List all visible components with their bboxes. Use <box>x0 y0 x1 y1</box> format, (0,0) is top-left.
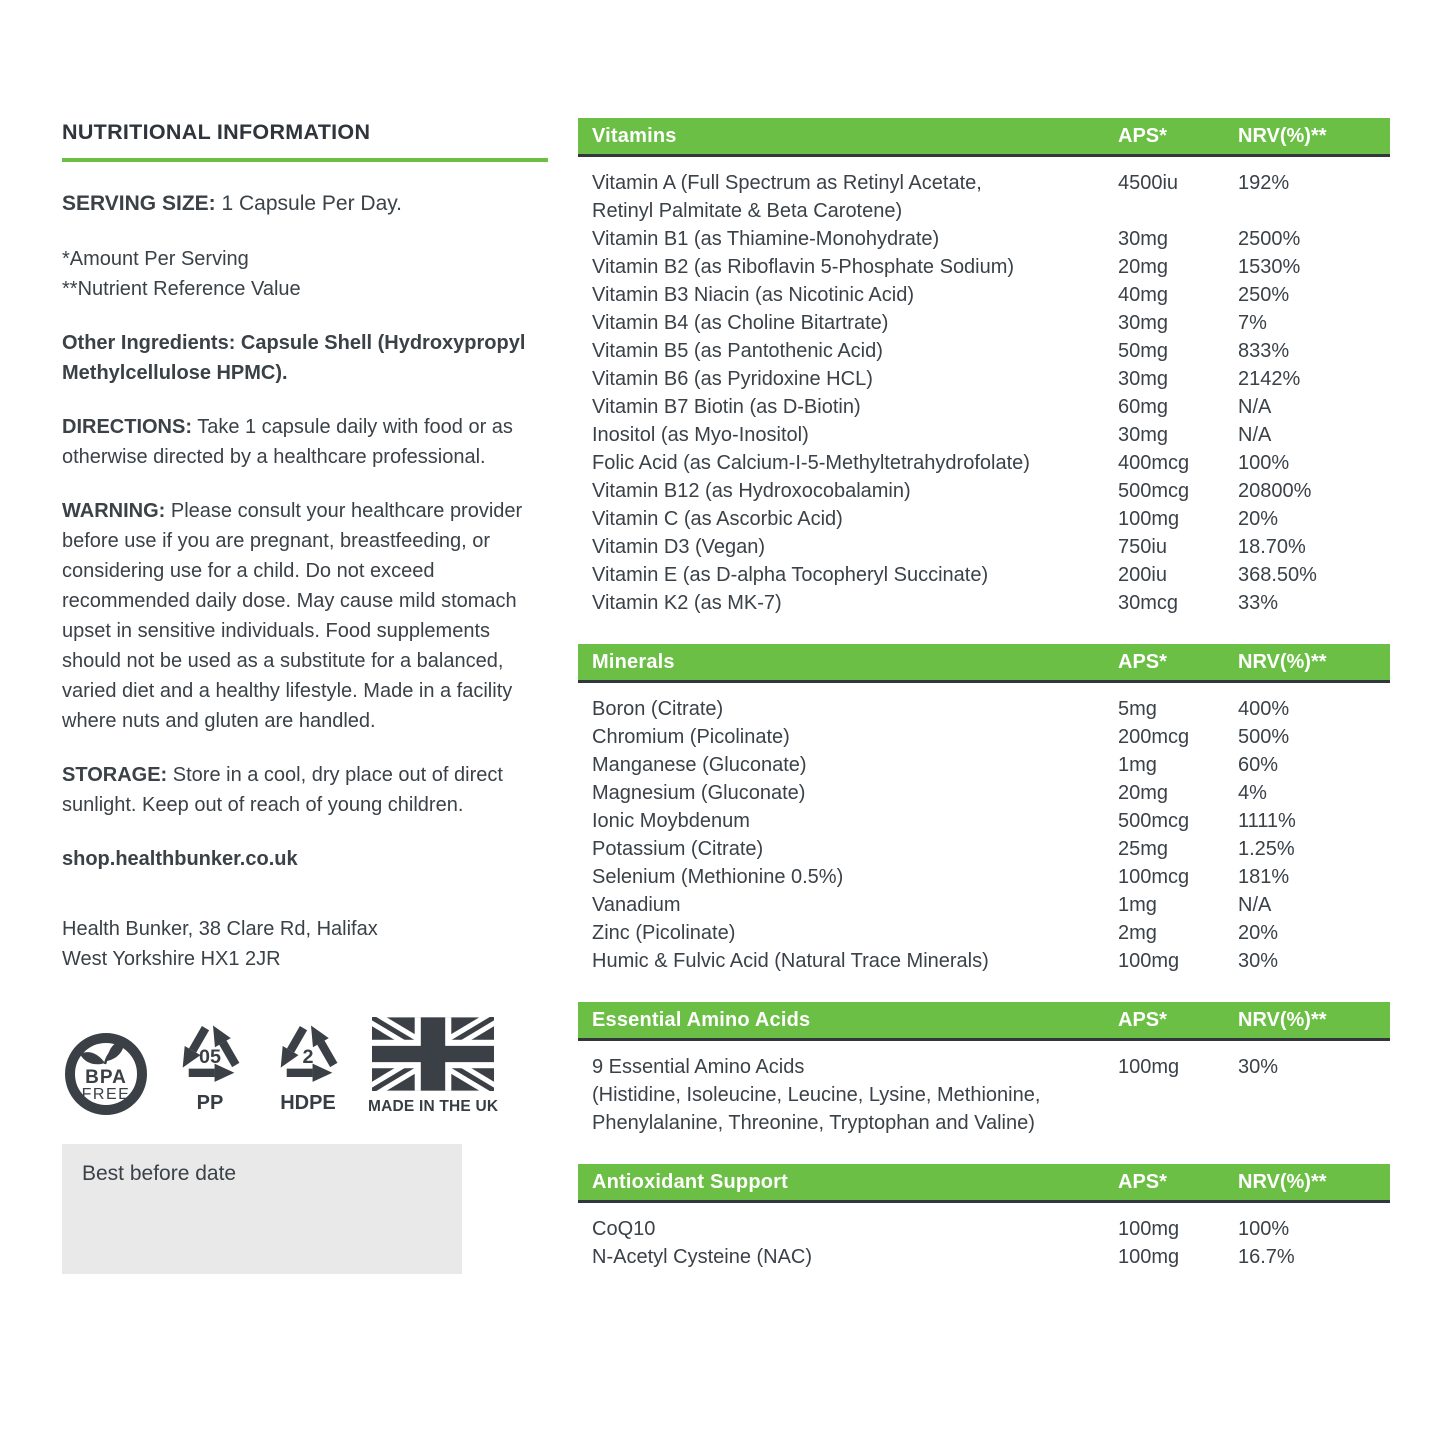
nutrient-amount: 2mg <box>1118 922 1157 944</box>
nutrient-name: Vitamin B5 (as Pantothenic Acid) <box>592 340 883 362</box>
nutrient-name: CoQ10 <box>592 1218 656 1240</box>
nutrient-name: 9 Essential Amino Acids (Histidine, Isoleucine, Leucine, Lysine, Methionine, Phenylalanine, Threonine, Tryptophan and Valine) <box>592 1056 1041 1134</box>
nrv-column-header: NRV(%)** <box>1238 1170 1327 1193</box>
website-link[interactable]: shop.healthbunker.co.uk <box>62 847 298 870</box>
uk-flag-icon <box>372 1017 494 1091</box>
minerals-section <box>578 644 1390 989</box>
table-row <box>578 589 1390 617</box>
best-before-box <box>62 1144 462 1274</box>
nutrient-nrv: 1530% <box>1238 256 1301 278</box>
nutrient-amount: 30mg <box>1118 424 1169 446</box>
nutrient-name: Vitamin E (as D-alpha Tocopheryl Succinate) <box>592 564 989 586</box>
amino-acids-header <box>578 1002 1390 1041</box>
nrv-column-header: NRV(%)** <box>1238 650 1327 673</box>
table-row <box>578 891 1390 919</box>
aps-column-header: APS* <box>1118 1008 1167 1031</box>
minerals-rows <box>578 683 1390 989</box>
nutrition-tables <box>578 118 1390 1298</box>
directions-text: Take 1 capsule daily with food or as otherwise directed by a healthcare professional. <box>62 415 513 468</box>
amino-acids-section <box>578 1002 1390 1151</box>
nutrient-nrv: 16.7% <box>1238 1246 1295 1268</box>
nutrient-amount: 30mg <box>1118 368 1169 390</box>
nutrient-amount: 30mg <box>1118 228 1169 250</box>
nutrient-nrv: 4% <box>1238 782 1267 804</box>
nutrient-nrv: 7% <box>1238 312 1267 334</box>
table-row <box>578 477 1390 505</box>
directions-label: DIRECTIONS: <box>62 415 192 438</box>
nutrient-nrv: 30% <box>1238 1056 1279 1078</box>
nutrient-amount: 500mcg <box>1118 810 1190 832</box>
storage <box>62 760 548 820</box>
table-row <box>578 1215 1390 1243</box>
serving-size-value: 1 Capsule Per Day. <box>215 192 403 216</box>
table-row <box>578 1243 1390 1271</box>
nutrient-amount: 60mg <box>1118 396 1169 418</box>
aps-footnote: *Amount Per Serving <box>62 247 249 270</box>
nutrient-nrv: 60% <box>1238 754 1279 776</box>
title-underline <box>62 158 548 162</box>
section-title: Vitamins <box>592 124 677 147</box>
vitamins-header <box>578 118 1390 157</box>
nutrient-nrv: 100% <box>1238 1218 1290 1240</box>
nutrient-nrv: 400% <box>1238 698 1290 720</box>
nrv-footnote: **Nutrient Reference Value <box>62 277 301 300</box>
nutrient-amount: 50mg <box>1118 340 1169 362</box>
nutrient-nrv: 100% <box>1238 452 1290 474</box>
nutrient-name: Chromium (Picolinate) <box>592 726 790 748</box>
address-line-1: Health Bunker, 38 Clare Rd, Halifax <box>62 917 378 940</box>
warning <box>62 496 548 736</box>
nutrient-amount: 5mg <box>1118 698 1157 720</box>
amino-acids-rows <box>578 1041 1390 1151</box>
made-in-uk-badge <box>368 1017 498 1118</box>
nutrient-amount: 1mg <box>1118 754 1157 776</box>
nutrient-name: Vitamin B6 (as Pyridoxine HCL) <box>592 368 873 390</box>
warning-label: WARNING: <box>62 499 166 522</box>
nutrient-nrv: 181% <box>1238 866 1290 888</box>
nutrient-amount: 25mg <box>1118 838 1169 860</box>
table-row <box>578 561 1390 589</box>
nutrient-amount: 20mg <box>1118 256 1169 278</box>
nutrient-amount: 4500iu <box>1118 172 1179 194</box>
table-row <box>578 281 1390 309</box>
nutrient-amount: 30mg <box>1118 312 1169 334</box>
svg-text:FREE: FREE <box>81 1085 131 1103</box>
table-row <box>578 365 1390 393</box>
section-title: Minerals <box>592 650 675 673</box>
table-row <box>578 225 1390 253</box>
nutrient-name: Ionic Moybdenum <box>592 810 750 832</box>
certification-badges <box>62 1012 548 1118</box>
company-address <box>62 914 548 974</box>
table-row <box>578 751 1390 779</box>
nutrient-name: Vitamin B12 (as Hydroxocobalamin) <box>592 480 911 502</box>
nutrient-amount: 100mg <box>1118 508 1180 530</box>
section-title: Essential Amino Acids <box>592 1008 811 1031</box>
nutrient-amount: 750iu <box>1118 536 1167 558</box>
svg-text:BPA: BPA <box>85 1066 127 1088</box>
nutrient-nrv: 30% <box>1238 950 1279 972</box>
nutrient-name: Manganese (Gluconate) <box>592 754 807 776</box>
nutrient-name: N-Acetyl Cysteine (NAC) <box>592 1246 813 1268</box>
nutrient-name: Vitamin B2 (as Riboflavin 5-Phosphate Sodium) <box>592 256 1015 278</box>
aps-column-header: APS* <box>1118 124 1167 147</box>
nutrient-amount: 200iu <box>1118 564 1167 586</box>
directions <box>62 412 548 472</box>
nutrient-nrv: 20% <box>1238 508 1279 530</box>
best-before-text: Best before date <box>82 1161 237 1185</box>
serving-size <box>62 188 548 220</box>
recycle-pp-icon <box>172 1012 248 1118</box>
nutrient-name: Folic Acid (as Calcium-I-5-Methyltetrahydrofolate) <box>592 452 1030 474</box>
nutrient-name: Vitamin K2 (as MK-7) <box>592 592 782 614</box>
svg-text:2: 2 <box>302 1045 314 1068</box>
nutrient-nrv: 250% <box>1238 284 1290 306</box>
recycle-hdpe-icon <box>270 1012 346 1118</box>
nutrient-nrv: 1.25% <box>1238 838 1295 860</box>
nutrient-nrv: 500% <box>1238 726 1290 748</box>
nutrient-name: Boron (Citrate) <box>592 698 724 720</box>
table-row <box>578 807 1390 835</box>
nrv-column-header: NRV(%)** <box>1238 124 1327 147</box>
nutrient-nrv: 18.70% <box>1238 536 1306 558</box>
table-row <box>578 253 1390 281</box>
table-row <box>578 309 1390 337</box>
nutrient-nrv: 192% <box>1238 172 1290 194</box>
table-row <box>578 449 1390 477</box>
made-in-uk-label: MADE IN THE UK <box>368 1097 499 1115</box>
nutrient-nrv: 833% <box>1238 340 1290 362</box>
address-line-2: West Yorkshire HX1 2JR <box>62 947 281 970</box>
nutrient-nrv: N/A <box>1238 396 1272 418</box>
other-ingredients: Other Ingredients: Capsule Shell (Hydroxypropyl Methylcellulose HPMC). <box>62 331 526 384</box>
nutrient-name: Vitamin B7 Biotin (as D-Biotin) <box>592 396 861 418</box>
nutrient-name: Vitamin C (as Ascorbic Acid) <box>592 508 843 530</box>
nutrient-nrv: 20% <box>1238 922 1279 944</box>
svg-text:05: 05 <box>199 1045 221 1068</box>
table-row <box>578 779 1390 807</box>
table-row <box>578 835 1390 863</box>
nutrient-name: Vitamin B1 (as Thiamine-Monohydrate) <box>592 228 940 250</box>
antioxidant-header <box>578 1164 1390 1203</box>
table-row <box>578 723 1390 751</box>
recycle-triangle-hdpe <box>270 1012 346 1088</box>
nutrient-name: Selenium (Methionine 0.5%) <box>592 866 844 888</box>
nutrient-amount: 100mg <box>1118 950 1180 972</box>
antioxidant-section <box>578 1164 1390 1285</box>
nutrient-nrv: 20800% <box>1238 480 1312 502</box>
nutrient-amount: 100mg <box>1118 1056 1180 1078</box>
nutrient-nrv: 2500% <box>1238 228 1301 250</box>
nutrient-nrv: 368.50% <box>1238 564 1317 586</box>
nutrient-amount: 100mg <box>1118 1218 1180 1240</box>
table-row <box>578 947 1390 975</box>
nutrient-amount: 20mg <box>1118 782 1169 804</box>
storage-label: STORAGE: <box>62 763 168 786</box>
nutrient-nrv: N/A <box>1238 894 1272 916</box>
aps-column-header: APS* <box>1118 650 1167 673</box>
table-row <box>578 337 1390 365</box>
nutrient-name: Magnesium (Gluconate) <box>592 782 806 804</box>
hdpe-label: HDPE <box>280 1091 336 1114</box>
nutrient-name: Vanadium <box>592 894 681 916</box>
nrv-column-header: NRV(%)** <box>1238 1008 1327 1031</box>
table-row <box>578 393 1390 421</box>
footnotes <box>62 244 548 304</box>
table-row <box>578 421 1390 449</box>
warning-text: Please consult your healthcare provider before use if you are pregnant, breastfeeding, or considering use for a child. Do not exceed recommended daily dose. May cause mild stomach upset in sensitive individuals. Food supplements should not be used as a substitute for a balanced, varied diet and a healthy lifestyle. Made in a facility where nuts and gluten are handled. <box>62 499 523 732</box>
nutrient-name: Inositol (as Myo-Inositol) <box>592 424 809 446</box>
nutrient-name: Vitamin B3 Niacin (as Nicotinic Acid) <box>592 284 914 306</box>
recycle-triangle-pp <box>172 1012 248 1088</box>
nutrient-amount: 200mcg <box>1118 726 1190 748</box>
nutrient-nrv: N/A <box>1238 424 1272 446</box>
nutrient-name: Potassium (Citrate) <box>592 838 764 860</box>
info-panel <box>62 116 548 1274</box>
aps-column-header: APS* <box>1118 1170 1167 1193</box>
vitamins-section <box>578 118 1390 631</box>
page-title: NUTRITIONAL INFORMATION <box>62 120 371 144</box>
section-title: Antioxidant Support <box>592 1170 788 1193</box>
storage-text: Store in a cool, dry place out of direct sunlight. Keep out of reach of young children. <box>62 763 503 816</box>
table-row <box>578 1053 1390 1137</box>
pp-label: PP <box>196 1091 224 1114</box>
bpa-free-icon <box>62 1030 150 1118</box>
nutrient-amount: 400mcg <box>1118 452 1190 474</box>
nutrient-amount: 40mg <box>1118 284 1169 306</box>
table-row <box>578 505 1390 533</box>
serving-size-label: SERVING SIZE: <box>62 192 216 216</box>
bpa-free-circle <box>62 1030 150 1118</box>
table-row <box>578 919 1390 947</box>
table-row <box>578 169 1390 225</box>
nutrient-name: Humic & Fulvic Acid (Natural Trace Minerals) <box>592 950 989 972</box>
antioxidant-rows <box>578 1203 1390 1285</box>
nutrient-name: Vitamin A (Full Spectrum as Retinyl Acetate, Retinyl Palmitate & Beta Carotene) <box>592 172 982 222</box>
nutrient-amount: 500mcg <box>1118 480 1190 502</box>
nutrient-amount: 30mcg <box>1118 592 1179 614</box>
table-row <box>578 695 1390 723</box>
table-row <box>578 863 1390 891</box>
nutrient-nrv: 33% <box>1238 592 1279 614</box>
nutrient-amount: 1mg <box>1118 894 1157 916</box>
nutrient-amount: 100mg <box>1118 1246 1180 1268</box>
nutrient-name: Vitamin D3 (Vegan) <box>592 536 766 558</box>
nutrient-name: Vitamin B4 (as Choline Bitartrate) <box>592 312 889 334</box>
table-row <box>578 533 1390 561</box>
nutrient-nrv: 1111% <box>1238 810 1296 832</box>
nutrient-amount: 100mcg <box>1118 866 1190 888</box>
nutrient-name: Zinc (Picolinate) <box>592 922 736 944</box>
vitamins-rows <box>578 157 1390 631</box>
nutrient-nrv: 2142% <box>1238 368 1301 390</box>
minerals-header <box>578 644 1390 683</box>
